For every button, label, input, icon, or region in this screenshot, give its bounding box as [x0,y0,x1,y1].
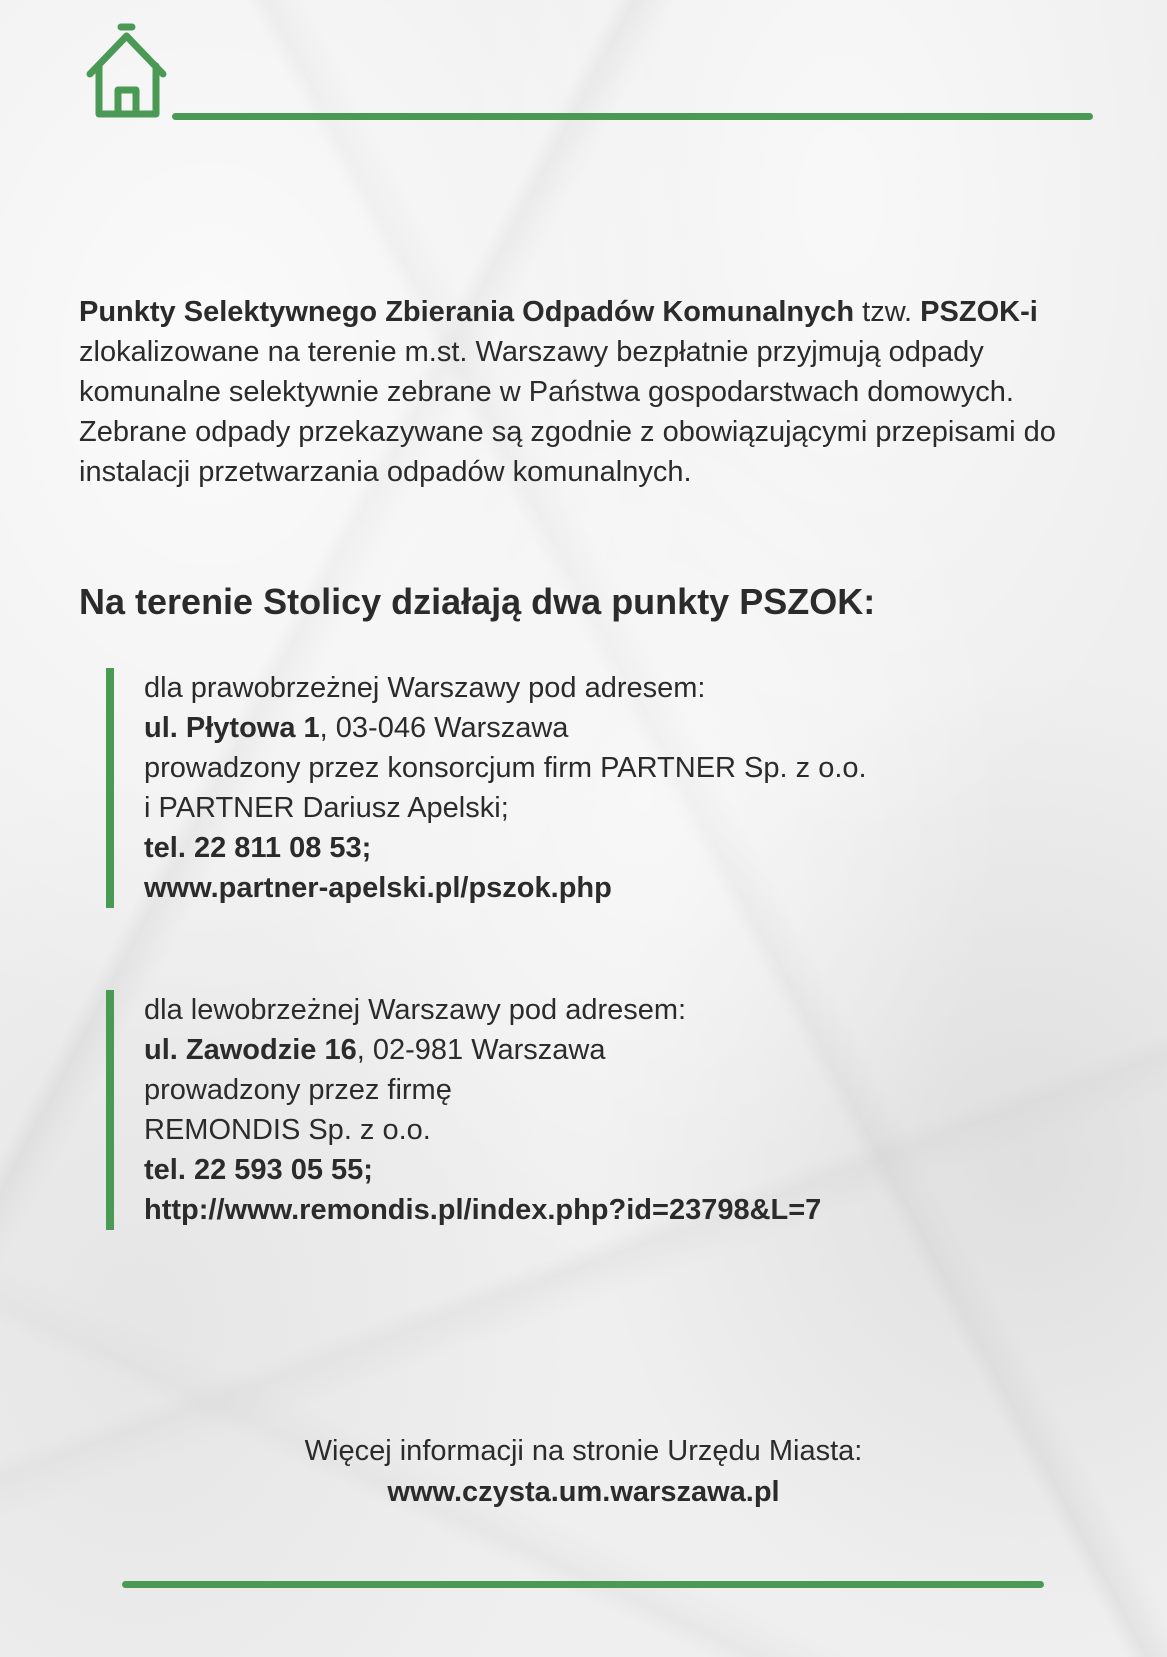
location-operator-line2: i PARTNER Dariusz Apelski; [144,792,509,824]
location-street: ul. Zawodzie 16 [144,1034,357,1066]
intro-bold-name: Punkty Selektywnego Zbierania Odpadów Komunalnych [79,296,855,328]
city-website-link[interactable]: www.czysta.um.warszawa.pl [387,1476,780,1508]
location-url-link[interactable]: http://www.remondis.pl/index.php?id=23798&L=7 [144,1194,822,1226]
bottom-divider [122,1581,1044,1588]
location-city: , 03-046 Warszawa [319,712,569,744]
intro-bold-abbr: PSZOK-i [920,296,1038,328]
location-intro: dla lewobrzeżnej Warszawy pod adresem: [144,994,687,1026]
section-heading: Na terenie Stolicy działają dwa punkty PSZOK: [79,581,876,622]
location-url-link[interactable]: www.partner-apelski.pl/pszok.php [144,872,612,904]
location-street: ul. Płytowa 1 [144,712,320,744]
house-icon [86,22,172,122]
top-divider [172,113,1093,120]
more-info-block [0,1431,1167,1513]
location-card-zawodzie [106,990,1044,1230]
location-city: , 02-981 Warszawa [356,1034,606,1066]
location-card-praga [106,668,1044,908]
location-phone: tel. 22 593 05 55; [144,1154,373,1186]
location-address [144,1030,1044,1070]
location-operator-line1: prowadzony przez firmę [144,1074,452,1106]
location-intro: dla prawobrzeżnej Warszawy pod adresem: [144,672,706,704]
intro-rest: zlokalizowane na terenie m.st. Warszawy bezpłatnie przyjmują odpady komunalne selektywnie zebrane w Państwa gospodarstwach domowych. Zebrane odpady przekazywane są zgodnie z obowiązującymi przepisami do instalacji przetwarzania odpadów komunalnych. [79,336,1056,488]
intro-paragraph [79,292,1089,492]
intro-connector: tzw. [854,296,921,328]
location-operator-line2: REMONDIS Sp. z o.o. [144,1114,431,1146]
location-phone: tel. 22 811 08 53; [144,832,372,864]
more-info-text: Więcej informacji na stronie Urzędu Miasta: [304,1435,863,1467]
location-operator-line1: prowadzony przez konsorcjum firm PARTNER Sp. z o.o. [144,752,867,784]
location-address [144,708,1044,748]
